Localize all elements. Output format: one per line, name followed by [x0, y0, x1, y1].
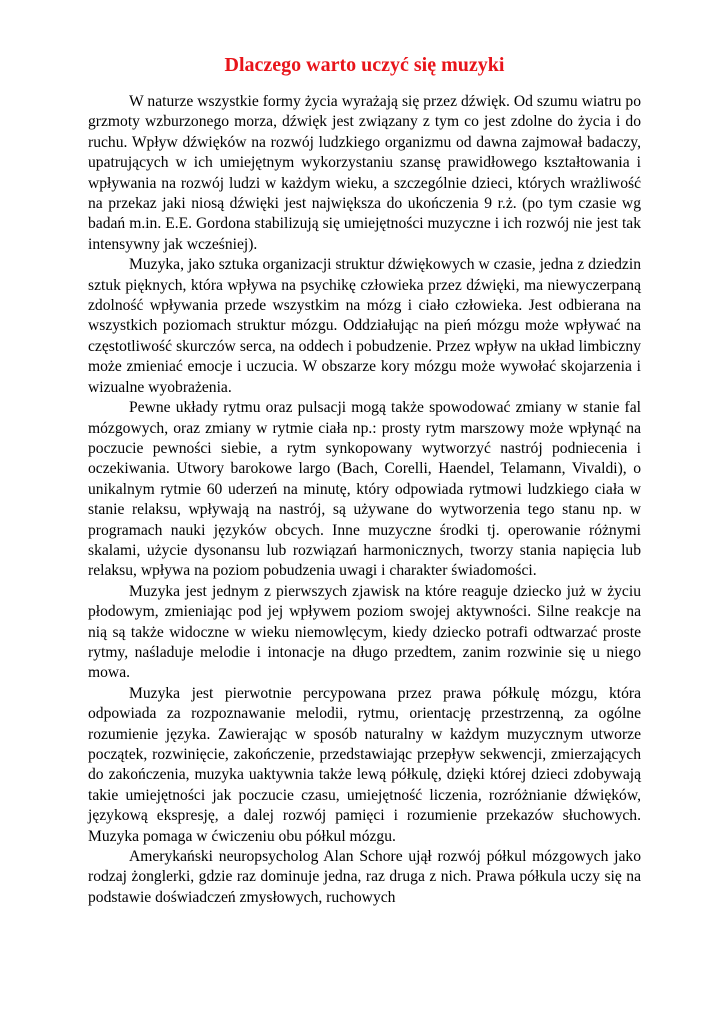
paragraph-3: Pewne układy rytmu oraz pulsacji mogą także spowodować zmiany w stanie fal mózgowych, oraz zmiany w rytmie ciała np.: prosty rytm marszowy może wpłynąć na poczucie pewności siebie, a rytm synkopowany wytworzyć nastrój podniecenia i oczekiwania. Utwory barokowe largo (Bach, Corelli, Haendel, Telamann, Vivaldi), o unikalnym rytmie 60 uderzeń na minutę, który odpowiada rytmowi ludzkiego ciała w stanie relaksu, wpływają na nastrój, są używane do wytworzenia tego stanu np. w programach nauki języków obcych. Inne muzyczne środki tj. operowanie różnymi skalami, użycie dysonansu lub rozwiązań harmonicznych, tworzy stania napięcia lub relaksu, wpływa na poziom pobudzenia uwagi i charakter świadomości. — [88, 399, 641, 580]
document-page — [88, 52, 641, 908]
document-title: Dlaczego warto uczyć się muzyki — [224, 54, 505, 76]
paragraph-2: Muzyka, jako sztuka organizacji struktur dźwiękowych w czasie, jedna z dziedzin sztuk pięknych, która wpływa na psychikę człowieka przez dźwięki, ma niewyczerpaną zdolność wpływania przede wszystkim na mózg i ciało człowieka. Jest odbierana na wszystkich poziomach struktur mózgu. Oddziałując na pień mózgu może wpływać na częstotliwość skurczów serca, na oddech i pobudzenie. Przez wpływ na układ limbiczny może zmieniać emocje i uczucia. W obszarze kory mózgu może wywołać skojarzenia i wizualne wyobrażenia. — [88, 256, 641, 396]
paragraph-4: Muzyka jest jednym z pierwszych zjawisk na które reaguje dziecko już w życiu płodowym, zmieniając pod jej wpływem poziom swojej aktywności. Silne reakcje na nią są także widoczne w wieku niemowlęcym, kiedy dziecko potrafi odtwarzać proste rytmy, naśladuje melodie i intonacje na długo przedtem, zanim rozwinie się u niego mowa. — [88, 582, 641, 682]
paragraph-1: W naturze wszystkie formy życia wyrażają się przez dźwięk. Od szumu wiatru po grzmoty wzburzonego morza, dźwięk jest związany z tym co jest zdolne do życia i do ruchu. Wpływ dźwięków na rozwój ludzkiego organizmu od dawna zajmował badaczy, upatrujących w ich umiejętnym wykorzystaniu szansę prawidłowego kształtowania i wpływania na rozwój ludzi w każdym wieku, a szczególnie dzieci, których wrażliwość na przekaz jaki niosą dźwięki jest największa do ukończenia 9 r.ż. (po tym czasie wg badań m.in. E.E. Gordona stabilizują się umiejętności muzyczne i ich rozwój nie jest tak intensywny jak wcześniej). — [88, 93, 641, 253]
paragraph-6: Amerykański neuropsycholog Alan Schore ujął rozwój półkul mózgowych jako rodzaj żonglerki, gdzie raz dominuje jedna, raz druga z nich. Prawa półkula uczy się na podstawie doświadczeń zmysłowych, ruchowych — [88, 848, 641, 906]
paragraph-5: Muzyka jest pierwotnie percypowana przez prawa półkulę mózgu, która odpowiada za rozpoznawanie melodii, rytmu, orientację przestrzenną, za ogólne rozumienie języka. Zawierając w sposób naturalny w każdym muzycznym utworze początek, rozwinięcie, zakończenie, przedstawiając przepływ sekwencji, zmierzających do zakończenia, muzyka uaktywnia także lewą półkulę, dzięki której dzieci zdobywają takie umiejętności jak poczucie czasu, umiejętność liczenia, rozróżnianie dźwięków, językową ekspresję, a dalej rozwój pamięci i rozumienie przekazów słuchowych. Muzyka pomaga w ćwiczeniu obu półkul mózgu. — [88, 684, 641, 845]
